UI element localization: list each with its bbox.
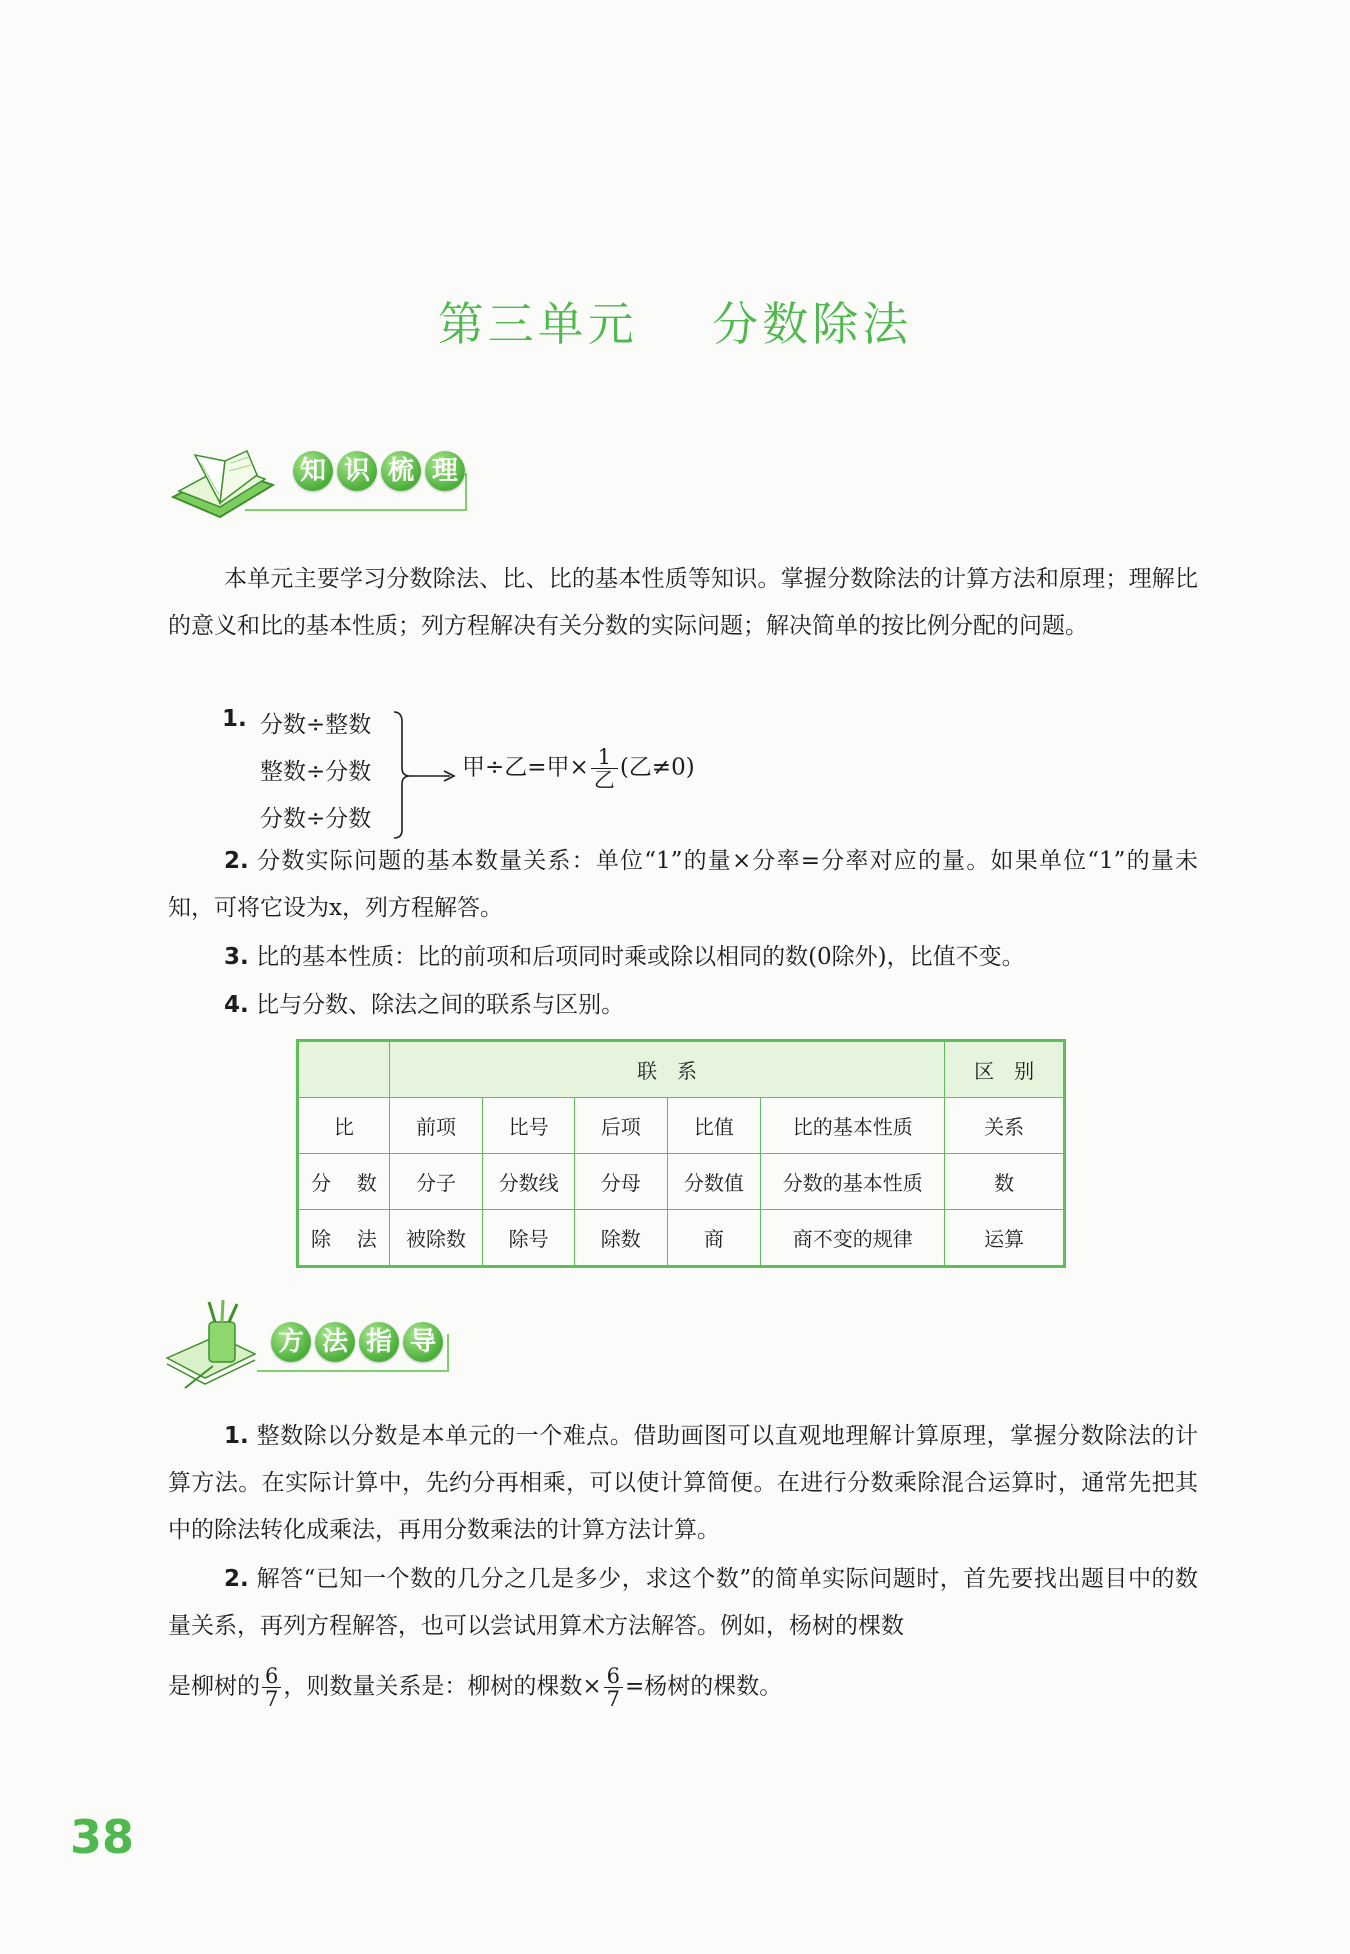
table-header-row (298, 1041, 1065, 1098)
table-cell: 分子 (389, 1154, 483, 1210)
table-cell: 比 (298, 1098, 390, 1154)
table-cell: 分数线 (483, 1154, 575, 1210)
heading-char: 导 (403, 1322, 443, 1362)
table-cell: 比值 (667, 1098, 761, 1154)
item2-paragraph (168, 838, 1198, 932)
table-row (298, 1154, 1065, 1210)
table-cell: 除号 (483, 1210, 575, 1267)
heading-char: 方 (271, 1322, 311, 1362)
fraction-denominator: 乙 (593, 768, 615, 793)
table-cell: 关系 (945, 1098, 1065, 1154)
brace-arrow-icon (392, 710, 462, 840)
method-paragraph-1 (168, 1413, 1198, 1554)
case-item: 整数÷分数 (260, 759, 372, 785)
tail-text: 是柳树的 (168, 1673, 260, 1700)
table-cell: 比号 (483, 1098, 575, 1154)
item-number: 2. (224, 1566, 249, 1592)
division-formula (462, 746, 695, 791)
table-cell: 除数 (574, 1210, 667, 1267)
fraction-denominator: 7 (606, 1687, 621, 1712)
fraction-six-sevenths (604, 1665, 623, 1710)
item-number: 3. (224, 944, 249, 970)
table-cell: 商 (667, 1210, 761, 1267)
item-number: 2. (224, 848, 249, 874)
item-text: 比的基本性质：比的前项和后项同时乘或除以相同的数(0除外)，比值不变。 (256, 944, 1025, 970)
page-number: 38 (70, 1810, 135, 1864)
method-paragraph-2-tail (168, 1665, 782, 1710)
case-list (260, 702, 371, 843)
fraction-numerator: 6 (604, 1665, 623, 1688)
heading-char: 知 (293, 451, 333, 491)
header-link-cell: 联 系 (389, 1041, 945, 1098)
fraction-numerator: 6 (262, 1665, 281, 1688)
fraction-denominator: 7 (265, 1687, 279, 1712)
item-text: 比与分数、除法之间的联系与区别。 (256, 992, 625, 1018)
table-cell: 比的基本性质 (761, 1098, 945, 1154)
table-cell: 分数 (298, 1154, 390, 1210)
table-corner-cell (298, 1041, 390, 1098)
item-number: 1. (222, 706, 247, 732)
table-cell: 前项 (389, 1098, 483, 1154)
table-cell: 后项 (574, 1098, 667, 1154)
page-title: 第三单元 分数除法 (437, 297, 913, 351)
table-row (298, 1098, 1065, 1154)
table-cell: 运算 (945, 1210, 1065, 1267)
item-number: 1. (224, 1423, 249, 1449)
pen-holder-icon (165, 1300, 270, 1390)
item-text: 解答“已知一个数的几分之几是多少，求这个数”的简单实际问题时，首先要找出题目中的数量关系，再列方程解答，也可以尝试用算术方法解答。例如，杨树的棵数 (168, 1566, 1198, 1639)
table-cell: 数 (945, 1154, 1065, 1210)
method-paragraph-2 (168, 1556, 1198, 1650)
heading-char: 梳 (381, 451, 421, 491)
item-number: 4. (224, 992, 249, 1018)
item3-paragraph (168, 934, 1198, 981)
table-cell: 商不变的规律 (761, 1210, 945, 1267)
tail-text: ，则数量关系是：柳树的棵数× (283, 1673, 602, 1700)
heading-char: 法 (315, 1322, 355, 1362)
item-text: 整数除以分数是本单元的一个难点。借助画图可以直观地理解计算原理，掌握分数除法的计算方法。在实际计算中，先约分再相乘，可以使计算简便。在进行分数乘除混合运算时，通常先把其中的除法转化成乘法，再用分数乘法的计算方法计算。 (168, 1423, 1199, 1543)
intro-paragraph: 本单元主要学习分数除法、比、比的基本性质等知识。掌握分数除法的计算方法和原理；理解比的意义和比的基本性质；列方程解决有关分数的实际问题；解决简单的按比例分配的问题。 (168, 566, 1198, 639)
item1-block (222, 702, 782, 842)
table-cell: 分数值 (667, 1154, 761, 1210)
table-row (298, 1210, 1065, 1267)
header-diff-cell: 区 别 (945, 1041, 1065, 1098)
table-cell: 分数的基本性质 (761, 1154, 945, 1210)
formula-left: 甲÷乙=甲× (462, 754, 589, 781)
fraction-six-sevenths (262, 1665, 281, 1710)
fraction-numerator: 1 (591, 746, 618, 769)
tail-text: =杨树的棵数。 (625, 1673, 783, 1700)
heading-char: 识 (337, 451, 377, 491)
comparison-table (296, 1039, 1066, 1268)
case-item: 分数÷整数 (260, 712, 372, 738)
fraction-1-over-yi (591, 746, 618, 791)
case-item: 分数÷分数 (260, 806, 372, 832)
table-cell: 分母 (574, 1154, 667, 1210)
formula-right: (乙≠0) (619, 754, 695, 781)
section-heading-knowledge (165, 445, 485, 525)
item4-paragraph (168, 982, 1198, 1029)
table-cell: 被除数 (389, 1210, 483, 1267)
table-cell: 除法 (298, 1210, 390, 1267)
heading-char: 指 (359, 1322, 399, 1362)
section-heading-method (165, 1300, 465, 1380)
heading-char: 理 (425, 451, 465, 491)
item-text: 分数实际问题的基本数量关系：单位“1”的量×分率=分率对应的量。如果单位“1”的量未知，可将它设为x，列方程解答。 (168, 848, 1198, 921)
